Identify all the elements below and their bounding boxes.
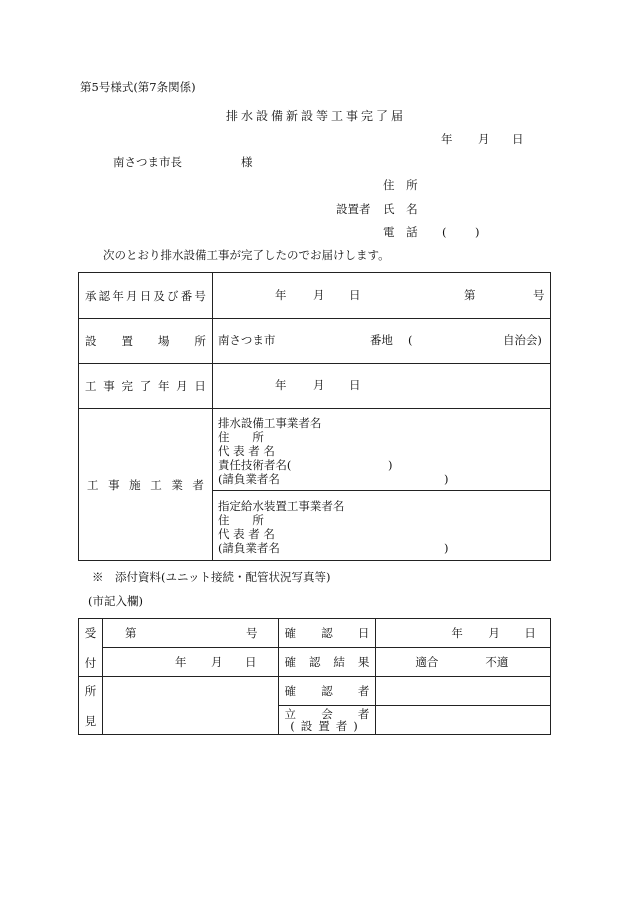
witness-label: 立 会 者 (284, 706, 370, 721)
witness-sub-label: (設置者) (290, 719, 364, 733)
drainage-sub-close: ) (443, 472, 449, 486)
completion-label: 工 事 完 了 年 月 日 (85, 379, 206, 393)
reception-go: 号 (245, 626, 258, 640)
completion-day: 日 (348, 378, 361, 392)
approval-dai: 第 (463, 288, 476, 302)
site-jichikai: 自治会) (502, 333, 542, 347)
phone-paren-open: ( (442, 225, 447, 239)
contractor-label-cell (79, 409, 213, 561)
addressee-honorific: 様 (241, 155, 253, 169)
site-label-cell (79, 319, 213, 364)
site-city: 南さつま市 (217, 333, 276, 347)
reception-date-cell[interactable] (102, 648, 278, 677)
drainage-address-label: 住 所 (217, 430, 264, 444)
approval-month: 月 (312, 288, 325, 302)
recv-day: 日 (244, 655, 257, 669)
city-use-label: (市記入欄) (88, 594, 143, 608)
confirm-year: 年 (451, 626, 463, 640)
attachments-note: ※ 添付資料(ユニット接続・配管状況写真等) (92, 570, 331, 584)
result-ok[interactable]: 適合 (415, 655, 439, 669)
intro-text: 次のとおり排水設備工事が完了したのでお届けします。 (103, 248, 390, 262)
completion-value-cell[interactable] (212, 364, 550, 409)
approval-year: 年 (274, 288, 287, 302)
reception-char-1: 受 (84, 625, 97, 640)
opinion-char-1: 所 (84, 683, 97, 698)
confirm-day: 日 (524, 626, 536, 640)
recv-month: 月 (210, 655, 223, 669)
approval-day: 日 (348, 288, 361, 302)
water-company-label: 指定給水装置工事業者名 (217, 499, 345, 513)
reception-dai: 第 (124, 626, 137, 640)
reception-label-cell (79, 619, 103, 677)
confirmer-value-cell[interactable] (376, 677, 551, 706)
confirm-date-label-cell (278, 619, 376, 648)
confirm-result-label: 確 認 結 果 (284, 655, 370, 669)
confirmer-label: 確 認 者 (284, 684, 370, 698)
drainage-contractor-cell[interactable] (212, 409, 550, 491)
contractor-label: 工 事 施 工 業 者 (87, 477, 204, 492)
date-month-label: 月 (478, 132, 490, 146)
water-address-label: 住 所 (217, 513, 264, 527)
drainage-rep-label: 代 表 者 名 (217, 444, 275, 458)
witness-label-cell (278, 706, 376, 735)
site-label: 設 置 場 所 (85, 334, 206, 348)
water-rep-label: 代 表 者 名 (217, 527, 275, 541)
city-table (78, 618, 551, 735)
reception-number-cell[interactable] (102, 619, 278, 648)
confirm-result-value-cell[interactable] (376, 648, 551, 677)
approval-go: 号 (532, 288, 545, 302)
confirm-month: 月 (488, 626, 500, 640)
water-sub-label: (請負業者名 (217, 541, 280, 555)
phone-paren-close: ) (475, 225, 480, 239)
confirm-date-value-cell[interactable] (376, 619, 551, 648)
approval-value-cell[interactable] (212, 273, 550, 319)
completion-year: 年 (274, 378, 287, 392)
opinion-value-cell[interactable] (102, 677, 278, 735)
applicant-address-label: 住 所 (383, 178, 422, 192)
approval-label-cell (79, 273, 213, 319)
result-ng[interactable]: 不適 (485, 655, 509, 669)
confirm-result-label-cell (278, 648, 376, 677)
applicant-name-label: 氏 名 (383, 202, 422, 216)
water-sub-close: ) (443, 541, 449, 555)
addressee-name: 南さつま市長 (113, 155, 182, 169)
site-paren-open: ( (407, 333, 413, 347)
date-year-label: 年 (441, 132, 453, 146)
site-banchi: 番地 (369, 333, 393, 347)
approval-label: 承 認 年 月 日 及 び 番 号 (85, 288, 206, 303)
date-day-label: 日 (512, 132, 524, 146)
main-table (78, 272, 551, 561)
completion-label-cell (79, 364, 213, 409)
water-contractor-cell[interactable] (212, 491, 550, 561)
confirmer-label-cell (278, 677, 376, 706)
document-title: 排水設備新設等工事完了届 (226, 109, 407, 123)
drainage-company-label: 排水設備工事業者名 (217, 416, 322, 430)
reception-char-2: 付 (84, 655, 97, 670)
drainage-engineer-label: 責任技術者名( (217, 458, 292, 472)
completion-month: 月 (312, 378, 325, 392)
applicant-phone-label: 電 話 (383, 225, 422, 239)
witness-value-cell[interactable] (376, 706, 551, 735)
drainage-engineer-close: ) (387, 458, 393, 472)
applicant-role-label: 設置者 (336, 202, 371, 216)
recv-year: 年 (174, 655, 187, 669)
confirm-date-label: 確 認 日 (284, 626, 370, 640)
site-value-cell[interactable] (212, 319, 550, 364)
form-number: 第5号様式(第7条関係) (80, 80, 196, 94)
opinion-char-2: 見 (84, 713, 97, 728)
opinion-label-cell (79, 677, 103, 735)
drainage-sub-label: (請負業者名 (217, 472, 280, 486)
